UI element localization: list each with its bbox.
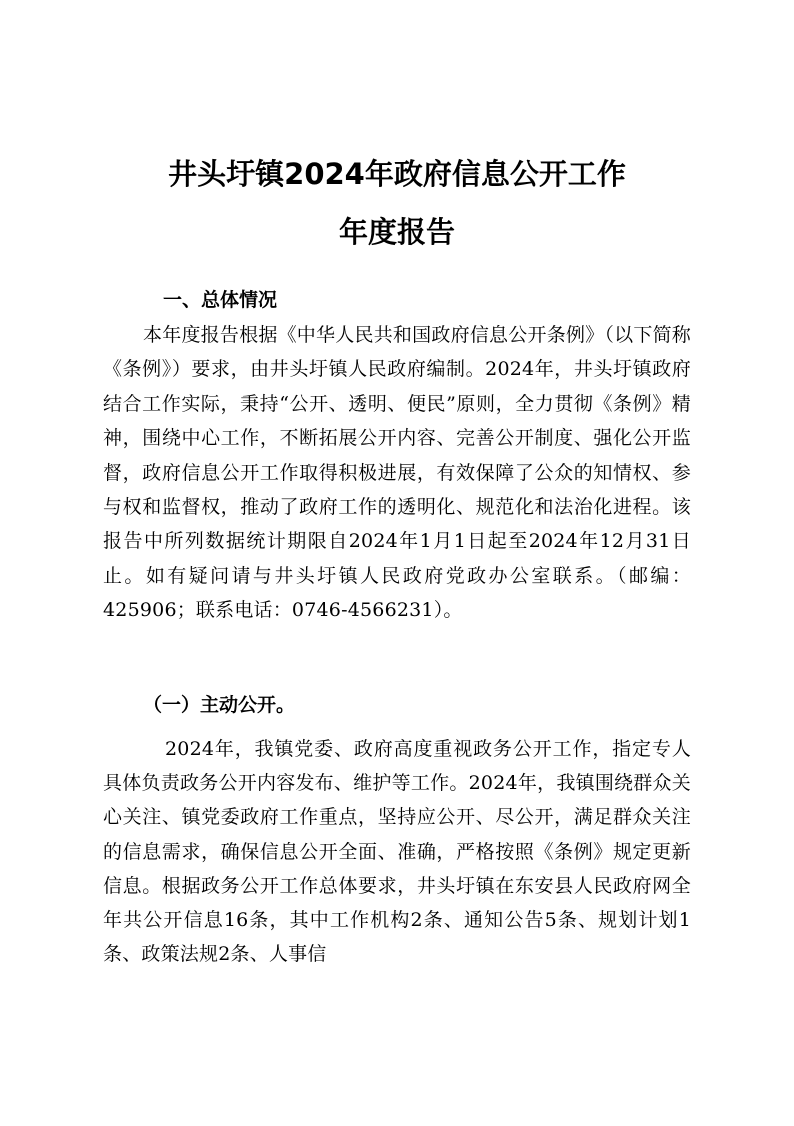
overview-paragraph: 本年度报告根据《中华人民共和国政府信息公开条例》（以下简称《条例》）要求，由井头圩镇人民政府编制。2024年，井头圩镇政府结合工作实际，秉持“公开、透明、便民”原则，全力贯彻《条例》精神，围绕中心工作，不断拓展公开内容、完善公开制度、强化公开监督，政府信息公开工作取得积极进展，有效保障了公众的知情权、参与权和监督权，推动了政府工作的透明化、规范化和法治化进程。该报告中所列数据统计期限自2024年1月1日起至2024年12月31日止。如有疑问请与井头圩镇人民政府党政办公室联系。（邮编：425906；联系电话：0746-4566231）。 bbox=[103, 324, 691, 622]
subsection-heading-active-disclosure: （一）主动公开。 bbox=[143, 694, 296, 716]
document-title-line2: 年度报告 bbox=[338, 215, 455, 249]
document-title-line1: 井头圩镇2024年政府信息公开工作 bbox=[168, 157, 626, 191]
section-heading-overview: 一、总体情况 bbox=[163, 289, 278, 311]
active-disclosure-paragraph: 2024年，我镇党委、政府高度重视政务公开工作，指定专人具体负责政务公开内容发布、维护等工作。2024年，我镇围绕群众关心关注、镇党委政府工作重点，坚持应公开、尽公开，满足群众关注的信息需求，确保信息公开全面、准确，严格按照《条例》规定更新信息。根据政务公开工作总体要求，井头圩镇在东安县人民政府网全年共公开信息16条，其中工作机构2条、通知公告5条、规划计划1条、政策法规2条、人事信 bbox=[103, 738, 691, 966]
